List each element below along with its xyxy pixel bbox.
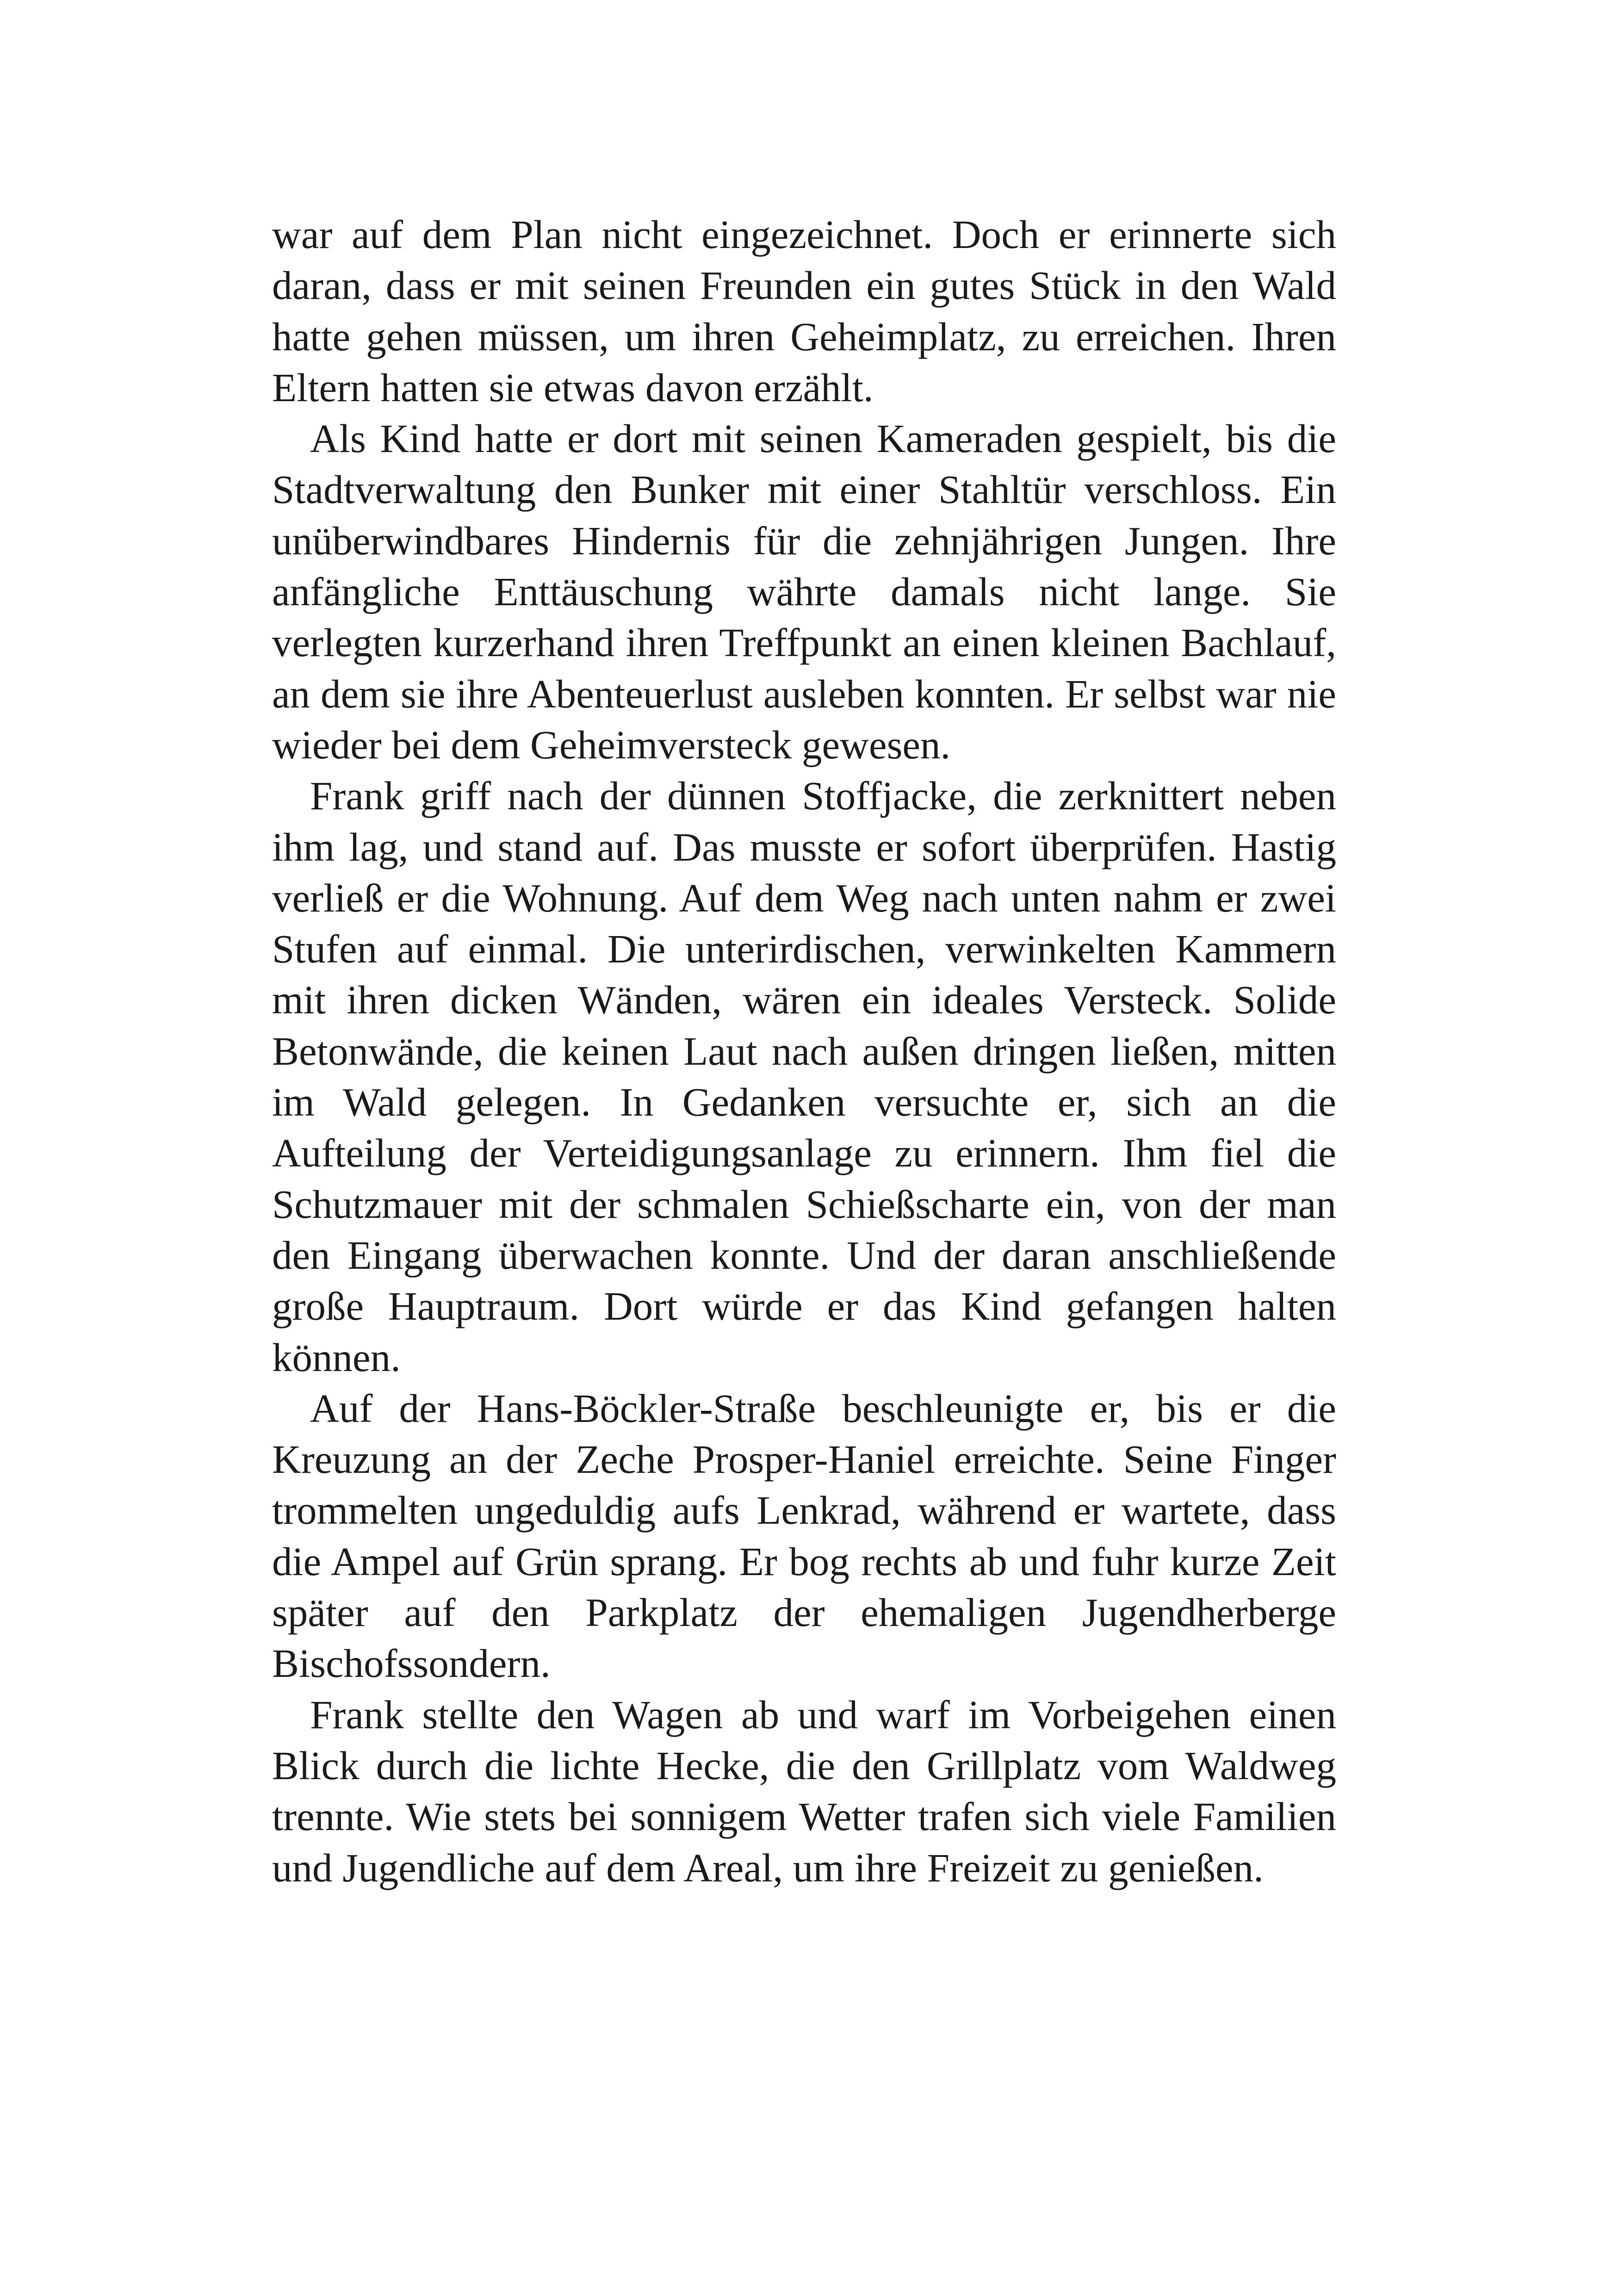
paragraph-1: war auf dem Plan nicht eingezeichnet. Doch er erinnerte sich daran, dass er mit seinen Freunden ein gutes Stück in den Wald hatte gehen müssen, um ihren Geheimplatz, zu erreichen. Ihren Eltern hatten sie etwas davon erzählt. [272,212,1336,410]
paragraph-3: Frank griff nach der dünnen Stoffjacke, die zerknittert neben ihm lag, und stand auf. Das musste er sofort überprüfen. Hastig verließ er die Wohnung. Auf dem Weg nach unten nahm er zwei Stufen auf einmal. Die unterirdischen, verwinkelten Kammern mit ihren dicken Wänden, wären ein ideales Versteck. Solide Betonwände, die keinen Laut nach außen dringen ließen, mitten im Wald gelegen. In Gedanken versuchte er, sich an die Aufteilung der Verteidigungsanlage zu erinnern. Ihm fiel die Schutzmauer mit der schmalen Schießscharte ein, von der man den Eingang überwachen konnte. Und der daran anschließende große Hauptraum. Dort würde er das Kind gefangen halten können. [272,773,1336,1380]
paragraph-5: Frank stellte den Wagen ab und warf im Vorbeigehen einen Blick durch die lichte Hecke, die den Grillplatz vom Waldweg trennte. Wie stets bei sonnigem Wetter trafen sich viele Familien und Jugendliche auf dem Areal, um ihre Freizeit zu genießen. [272,1692,1336,1890]
paragraph-4: Auf der Hans-Böckler-Straße beschleunigte er, bis er die Kreuzung an der Zeche Prosper-Haniel erreichte. Seine Finger trommelten ungeduldig aufs Lenkrad, während er wartete, dass die Ampel auf Grün sprang. Er bog rechts ab und fuhr kurze Zeit später auf den Parkplatz der ehemaligen Jugendherberge Bischofssondern. [272,1385,1336,1686]
paragraph-2: Als Kind hatte er dort mit seinen Kameraden gespielt, bis die Stadtverwaltung den Bunker mit einer Stahltür verschloss. Ein unüberwindbares Hindernis für die zehnjährigen Jungen. Ihre anfängliche Enttäuschung währte damals nicht lange. Sie verlegten kurzerhand ihren Treffpunkt an einen kleinen Bachlauf, an dem sie ihre Abenteuerlust ausleben konnten. Er selbst war nie wieder bei dem Geheimversteck gewesen. [272,416,1336,767]
body-text [272,209,1336,1893]
